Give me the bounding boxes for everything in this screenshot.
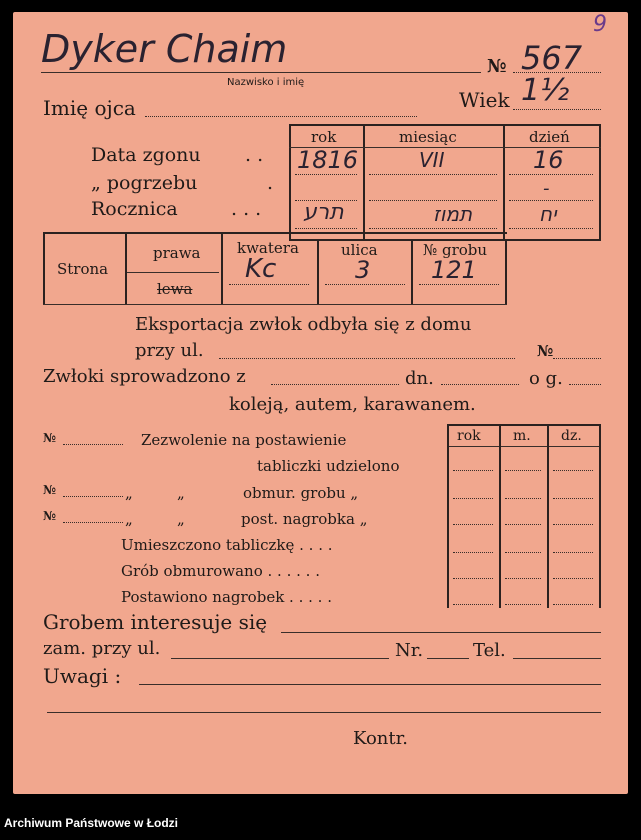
small-line <box>505 470 541 471</box>
col-miesiac: miesiąc <box>399 128 457 146</box>
transport-no-line <box>553 358 601 359</box>
age-value: 1½ <box>521 73 570 108</box>
deceased-name: Dyker Chaim <box>41 27 288 71</box>
row-anniversary-dots: . . . <box>231 198 262 220</box>
small-line <box>553 470 593 471</box>
ulica-value: 3 <box>355 256 371 284</box>
row-burial-dots: . <box>267 172 274 194</box>
burial-line-2 <box>369 200 497 201</box>
kwatera-value: Kc <box>245 254 277 284</box>
small-table-right <box>599 424 601 608</box>
brought-day-line <box>441 384 519 385</box>
small-line <box>505 604 541 605</box>
small-line <box>453 604 493 605</box>
row-anniversary-label: Rocznica <box>91 198 178 220</box>
grobu-value: 121 <box>431 256 477 284</box>
death-year: 1816 <box>297 146 359 174</box>
permit-3-ditto-1: „ <box>125 510 133 528</box>
father-line <box>145 116 417 117</box>
location-table-left <box>43 232 45 304</box>
remarks-line-2 <box>47 712 601 713</box>
permit-5-text: Grób obmurowano . . . . . . <box>121 562 320 580</box>
permit-1-text-b: tabliczki udzielono <box>257 457 400 475</box>
row-death-dots: . . <box>245 144 264 166</box>
permit-3-line <box>63 522 123 523</box>
location-col-sep-4 <box>411 240 413 304</box>
address-tel-label: Tel. <box>473 640 506 661</box>
small-table-top <box>447 424 601 426</box>
dates-table-left <box>289 124 291 240</box>
control-label: Kontr. <box>353 728 408 749</box>
anniversary-month: תמוז <box>433 202 473 226</box>
strona-label: Strona <box>57 260 109 278</box>
death-day: 16 <box>533 146 564 174</box>
transport-street-label: przy ul. <box>135 340 204 361</box>
small-table-header-sep <box>447 446 601 447</box>
small-table-sep-1 <box>499 424 501 608</box>
dates-col-sep-2 <box>503 124 505 240</box>
permit-2-ditto-1: „ <box>125 484 133 502</box>
row-burial-label: „ pogrzebu <box>91 172 198 194</box>
small-line <box>553 578 593 579</box>
record-number-label: № <box>487 56 507 77</box>
brought-from-line <box>271 384 399 385</box>
small-line <box>553 552 593 553</box>
address-label: zam. przy ul. <box>43 638 161 659</box>
burial-line-3 <box>509 200 593 201</box>
brought-day-label: dn. <box>405 368 434 389</box>
permit-4-text: Umieszczono tabliczkę . . . . <box>121 536 333 554</box>
brought-hour-line <box>569 384 601 385</box>
small-col-m: m. <box>513 428 531 444</box>
death-line-2 <box>369 174 497 175</box>
dates-col-sep-1 <box>363 124 365 240</box>
small-line <box>453 524 493 525</box>
col-dzien: dzień <box>529 128 570 146</box>
location-table-top <box>43 232 507 234</box>
kwatera-line <box>229 284 309 285</box>
archive-footer: Archiwum Państwowe w Łodzi <box>4 816 179 830</box>
transport-modes: koleją, autem, karawanem. <box>229 394 476 415</box>
permit-2-line <box>63 496 123 497</box>
small-table-left <box>447 424 449 608</box>
ulica-label: ulica <box>341 241 378 259</box>
small-line <box>453 498 493 499</box>
anniv-line-2 <box>369 228 497 229</box>
death-line-1 <box>295 174 357 175</box>
col-rok: rok <box>311 128 337 146</box>
anniversary-day: יח <box>539 202 557 226</box>
transport-street-no: № <box>537 342 554 360</box>
father-label: Imię ojca <box>43 96 136 120</box>
location-table-right <box>505 240 507 304</box>
location-col-sep-1 <box>125 232 127 304</box>
brought-hour-label: o g. <box>529 368 563 389</box>
dates-table-right <box>599 124 601 240</box>
anniv-line-3 <box>509 228 593 229</box>
small-line <box>453 470 493 471</box>
interested-label: Grobem interesuje się <box>43 610 268 634</box>
ulica-line <box>325 284 405 285</box>
location-table-bottom <box>43 304 507 305</box>
row-death-label: Data zgonu <box>91 144 201 166</box>
permit-3-no: № <box>43 509 57 523</box>
location-col-sep-3 <box>317 240 319 304</box>
small-line <box>505 578 541 579</box>
permit-1-text-a: Zezwolenie na postawienie <box>141 431 347 449</box>
age-label: Wiek <box>459 88 510 112</box>
corner-number: 9 <box>593 12 607 37</box>
dates-table-top <box>289 124 601 126</box>
small-line <box>453 578 493 579</box>
anniv-line-1 <box>295 228 357 229</box>
permit-2-no: № <box>43 483 57 497</box>
anniversary-year: תרע <box>303 200 344 225</box>
address-nr-line <box>427 658 469 659</box>
age-line <box>513 109 601 110</box>
small-line <box>505 498 541 499</box>
prawa-label: prawa <box>153 244 201 262</box>
small-line <box>553 498 593 499</box>
remarks-label: Uwagi : <box>43 664 122 688</box>
address-line <box>171 658 389 659</box>
burial-record-card <box>13 12 628 794</box>
permit-2-ditto-2: „ <box>177 484 185 502</box>
small-line <box>453 552 493 553</box>
interested-line <box>281 632 601 633</box>
name-caption: Nazwisko i imię <box>227 77 305 88</box>
record-number-value: 567 <box>521 39 583 77</box>
permit-1-no: № <box>43 431 57 445</box>
address-nr-label: Nr. <box>395 640 424 661</box>
small-col-rok: rok <box>457 428 481 444</box>
address-tel-line <box>513 658 601 659</box>
small-line <box>553 604 593 605</box>
small-line <box>553 524 593 525</box>
small-line <box>505 552 541 553</box>
burial-day: - <box>543 178 550 199</box>
permit-1-line <box>63 444 123 445</box>
small-line <box>505 524 541 525</box>
permit-3-text: post. nagrobka „ <box>241 510 368 528</box>
remarks-line-1 <box>139 684 601 685</box>
grobu-label: № grobu <box>423 241 488 259</box>
prawa-lewa-sep <box>127 272 219 273</box>
small-col-dz: dz. <box>561 428 582 444</box>
small-table-sep-2 <box>547 424 549 608</box>
permit-3-ditto-2: „ <box>177 510 185 528</box>
grobu-line <box>419 284 499 285</box>
location-col-sep-2 <box>221 232 223 304</box>
permit-2-text: obmur. grobu „ <box>243 484 359 502</box>
death-line-3 <box>509 174 593 175</box>
brought-from-label: Zwłoki sprowadzono z <box>43 366 246 387</box>
permit-6-text: Postawiono nagrobek . . . . . <box>121 588 332 606</box>
name-underline <box>41 72 481 73</box>
transport-line-1: Eksportacja zwłok odbyła się z domu <box>135 314 472 335</box>
kwatera-label: kwatera <box>237 239 299 257</box>
lewa-label: lewa <box>157 280 193 298</box>
transport-street-line <box>219 358 515 359</box>
death-month: VII <box>419 148 445 172</box>
